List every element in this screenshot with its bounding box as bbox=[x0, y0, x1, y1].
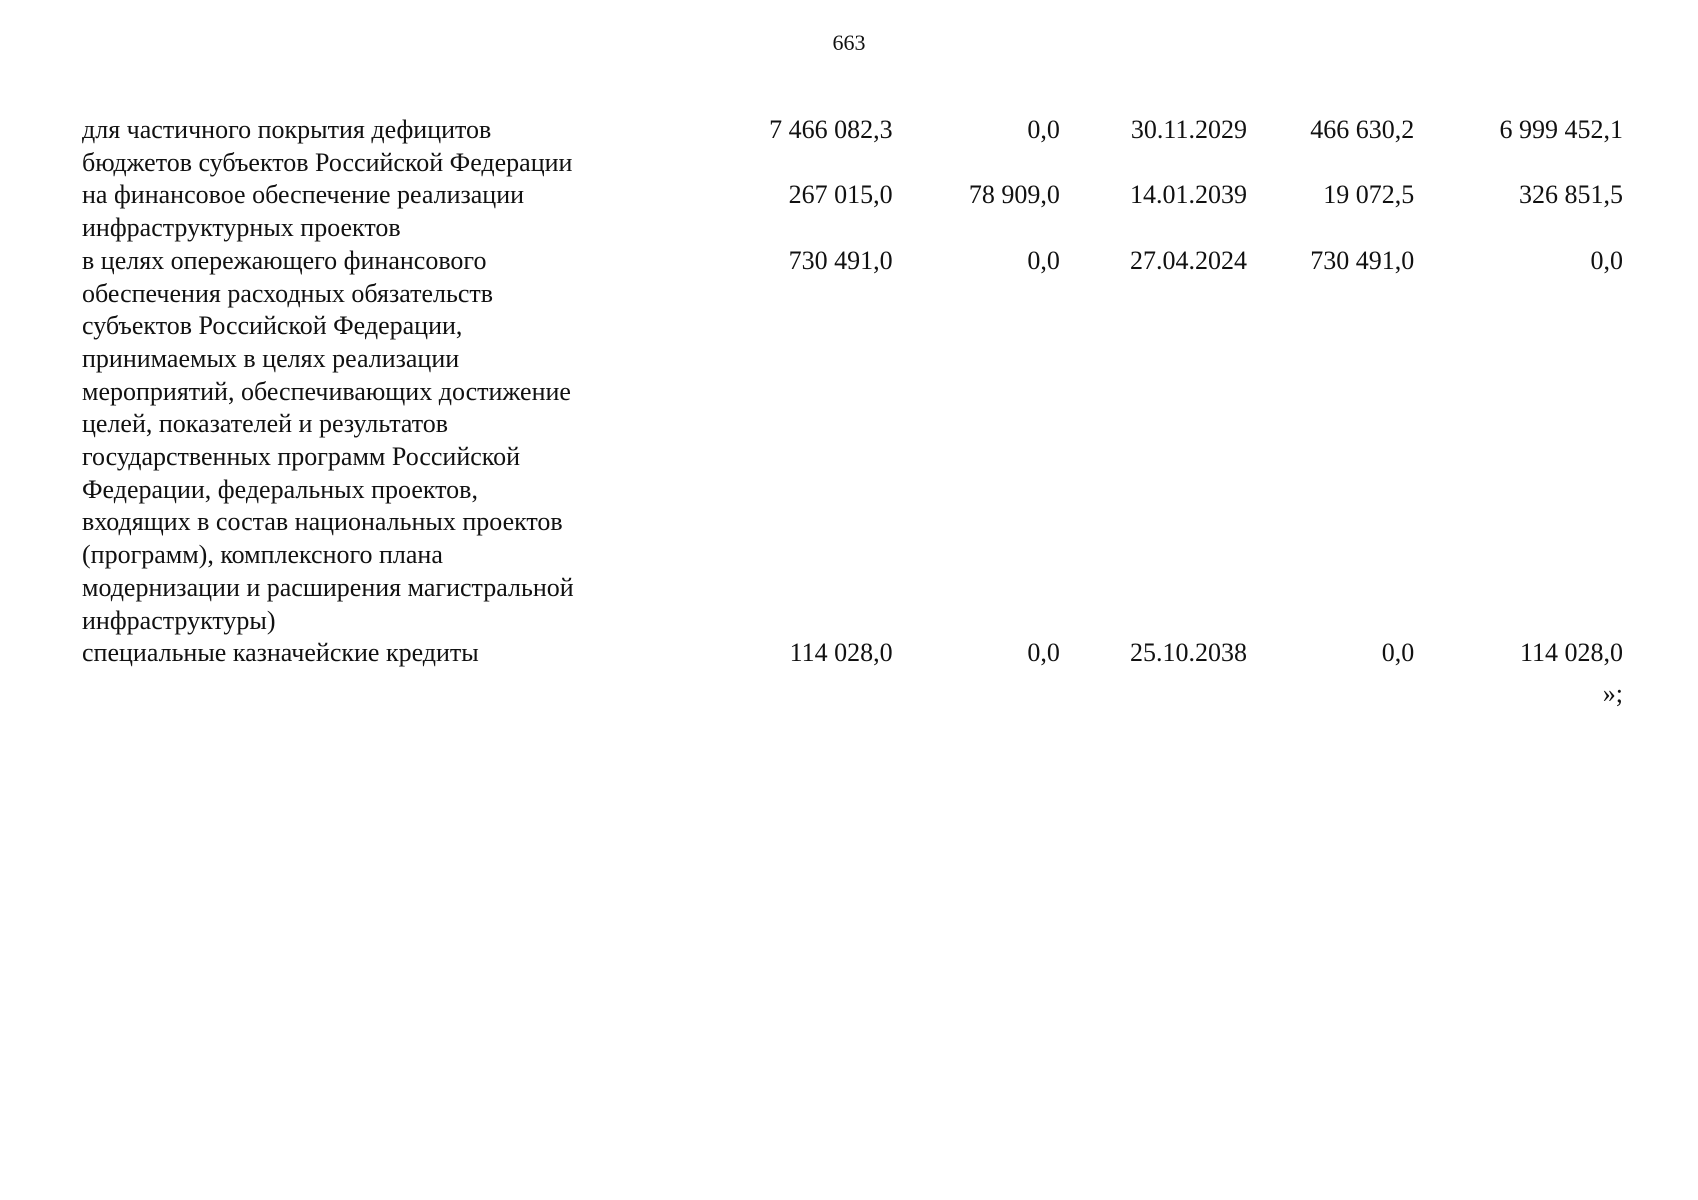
row-description bbox=[82, 637, 639, 670]
description-line: в целях опережающего финансового bbox=[82, 245, 487, 275]
debt-table bbox=[82, 114, 1623, 670]
row-description bbox=[82, 179, 639, 244]
description-line: для частичного покрытия дефицитов bbox=[82, 115, 492, 144]
value-cell: 0,0 bbox=[1027, 245, 1060, 275]
description-line: государственных программ Российской bbox=[82, 442, 521, 472]
table-row bbox=[82, 245, 1623, 637]
date-cell: 14.01.2039 bbox=[1129, 180, 1247, 210]
page-number: 663 bbox=[832, 30, 866, 55]
value-cell: 114 028,0 bbox=[1519, 638, 1624, 668]
value-cell: 0,0 bbox=[1027, 638, 1060, 668]
value-cell: 7 466 082,3 bbox=[769, 115, 893, 144]
description-line: инфраструктурных проектов bbox=[82, 213, 401, 243]
description-line: модернизации и расширения магистральной bbox=[82, 572, 574, 602]
value-cell: 326 851,5 bbox=[1519, 180, 1624, 210]
date-cell: 27.04.2024 bbox=[1129, 245, 1247, 275]
value-cell: 19 072,5 bbox=[1323, 180, 1415, 210]
value-cell: 267 015,0 bbox=[788, 180, 893, 210]
table-row bbox=[82, 179, 1623, 244]
description-line: принимаемых в целях реализации bbox=[82, 343, 460, 373]
description-line: целей, показателей и результатов bbox=[82, 409, 449, 439]
description-line: обеспечения расходных обязательств bbox=[82, 278, 494, 308]
description-line: мероприятий, обеспечивающих достижение bbox=[82, 376, 571, 406]
description-line: на финансовое обеспечение реализации bbox=[82, 180, 525, 210]
description-line: бюджетов субъектов Российской Федерации bbox=[82, 147, 573, 177]
row-description bbox=[82, 245, 639, 637]
value-cell: 0,0 bbox=[1027, 115, 1060, 144]
table-row bbox=[82, 637, 1623, 670]
description-line: входящих в состав национальных проектов bbox=[82, 507, 563, 537]
description-line: специальные казначейские кредиты bbox=[82, 638, 479, 668]
value-cell: 730 491,0 bbox=[1310, 245, 1415, 275]
value-cell: 78 909,0 bbox=[968, 180, 1060, 210]
description-line: (программ), комплексного плана bbox=[82, 540, 443, 570]
value-cell: 6 999 452,1 bbox=[1499, 115, 1624, 144]
value-cell: 114 028,0 bbox=[789, 638, 893, 668]
closing-quote-mark: »; bbox=[1602, 679, 1623, 708]
description-line: субъектов Российской Федерации, bbox=[82, 311, 463, 341]
table-row bbox=[82, 114, 1623, 179]
description-line: Федерации, федеральных проектов, bbox=[82, 474, 478, 504]
value-cell: 0,0 bbox=[1590, 245, 1624, 275]
value-cell: 730 491,0 bbox=[788, 245, 893, 275]
value-cell: 466 630,2 bbox=[1310, 115, 1415, 144]
description-line: инфраструктуры) bbox=[82, 605, 276, 635]
row-description bbox=[82, 114, 639, 179]
value-cell: 0,0 bbox=[1381, 638, 1415, 668]
date-cell: 30.11.2029 bbox=[1130, 115, 1247, 144]
date-cell: 25.10.2038 bbox=[1129, 638, 1247, 668]
